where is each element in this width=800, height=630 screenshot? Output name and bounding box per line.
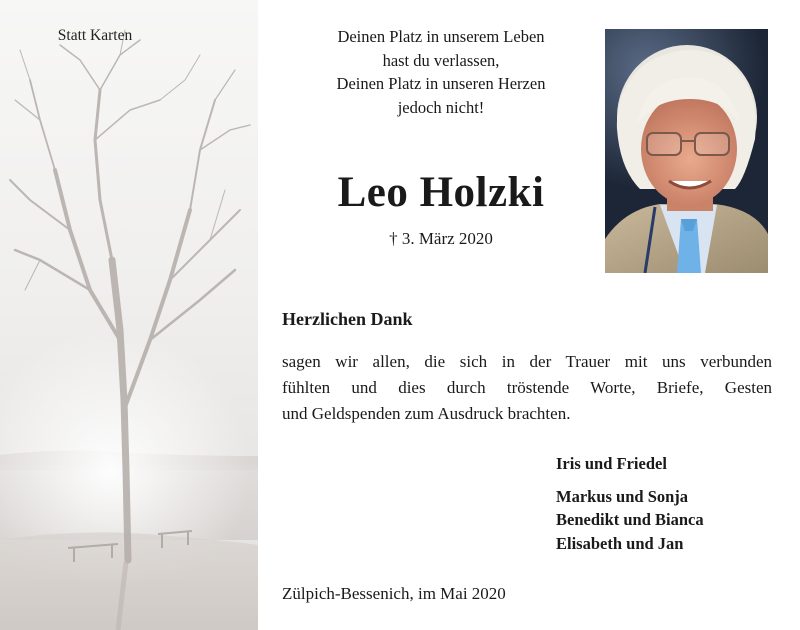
- death-date: † 3. März 2020: [389, 229, 493, 248]
- signers-list: [556, 452, 704, 555]
- background-tree-image: [0, 0, 258, 630]
- signer-name: Iris und Friedel: [556, 454, 667, 473]
- portrait-photo: [605, 29, 768, 273]
- deceased-name: Leo Holzki: [337, 169, 545, 216]
- statt-karten-label: Statt Karten: [57, 27, 133, 44]
- memorial-poem: [300, 25, 582, 119]
- thanks-line: und Geldspenden zum Ausdruck brachten.: [282, 404, 571, 423]
- tree-lake-illustration: [0, 0, 258, 630]
- poem-line: jedoch nicht!: [397, 97, 485, 117]
- thanks-text: [282, 349, 772, 427]
- poem-line: hast du verlassen,: [382, 50, 500, 70]
- portrait-illustration: [605, 29, 768, 273]
- signer-name: Benedikt und Bianca: [556, 510, 704, 529]
- signer-name: Elisabeth und Jan: [556, 533, 684, 553]
- poem-line: Deinen Platz in unseren Herzen: [336, 74, 546, 93]
- thanks-heading: Herzlichen Dank: [282, 309, 413, 329]
- poem-line: Deinen Platz in unserem Leben: [337, 27, 545, 46]
- signer-name: Markus und Sonja: [556, 486, 689, 506]
- thanks-line: sagen wir allen, die sich in der Trauer mit uns verbunden: [282, 352, 772, 371]
- place-and-date: Zülpich-Bessenich, im Mai 2020: [282, 584, 506, 603]
- thanks-line: fühlten und dies durch tröstende Worte, Briefe, Gesten: [282, 378, 772, 397]
